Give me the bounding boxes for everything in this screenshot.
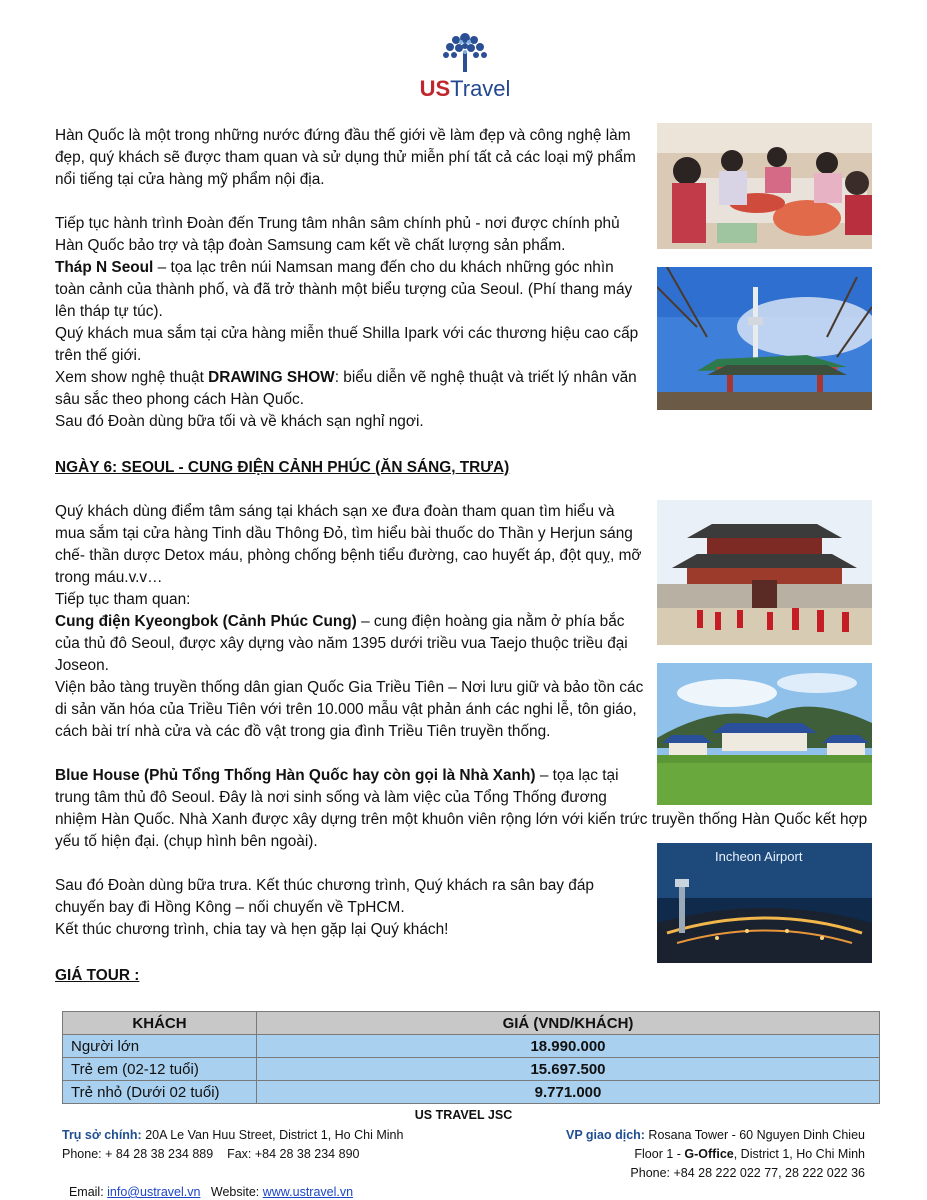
kimchi-making-photo <box>657 123 872 249</box>
gyeongbokgung-palace-photo <box>657 500 872 645</box>
footer-office-phone: Phone: +84 28 222 022 77, 28 222 022 36 <box>630 1166 865 1180</box>
paragraph-lunch-airport: Sau đó Đoàn dùng bữa trưa. Kết thúc chương trình, Quý khách ra sân bay đáp chuyến bay đi Hồng Kông – nối chuyến về TpHCM. <box>55 877 594 916</box>
guest-type: Trẻ nhỏ (Dưới 02 tuổi) <box>63 1081 257 1104</box>
column-header-guest: KHÁCH <box>63 1012 257 1035</box>
day6-heading: NGÀY 6: SEOUL - CUNG ĐIỆN CẢNH PHÚC (ĂN SÁNG, TRƯA) <box>55 459 510 476</box>
n-seoul-tower-photo <box>657 267 872 410</box>
footer-office-floor: Floor 1 - G-Office, District 1, Ho Chi Minh <box>634 1147 865 1161</box>
paragraph-n-seoul-tower: Tháp N Seoul – tọa lạc trên núi Namsan mang đến cho du khách những góc nhìn toàn cảnh của thành phố, và đã trở thành một biểu tượng của Seoul. (Phí thang máy lên tháp tự túc). <box>55 259 633 320</box>
paragraph-dinner: Sau đó Đoàn dùng bữa tối và về khách sạn nghỉ ngơi. <box>55 413 424 430</box>
kyeongbok-title: Cung điện Kyeongbok (Cảnh Phúc Cung) <box>55 613 357 630</box>
blue-house-photo <box>657 663 872 805</box>
table-row <box>63 1035 880 1058</box>
guest-price: 9.771.000 <box>257 1081 880 1104</box>
price-table <box>62 1011 880 1104</box>
table-row <box>63 1058 880 1081</box>
company-logo <box>400 30 530 100</box>
paragraph-kyeongbok: Cung điện Kyeongbok (Cảnh Phúc Cung) – cung điện hoàng gia nằm ở phía bắc của thủ đô Seoul, được xây dựng vào năm 1395 dưới triều vua Taejo thuộc triều đại Joseon. <box>55 613 628 674</box>
column-header-price: GIÁ (VND/KHÁCH) <box>257 1012 880 1035</box>
guest-type: Trẻ em (02-12 tuổi) <box>63 1058 257 1081</box>
footer-company-name: US TRAVEL JSC <box>414 1108 513 1122</box>
footer-hq-address: Trụ sở chính: 20A Le Van Huu Street, District 1, Ho Chi Minh <box>62 1128 404 1142</box>
website-link[interactable]: www.ustravel.vn <box>262 1185 354 1199</box>
footer-office-address: VP giao dịch: Rosana Tower - 60 Nguyen Dinh Chieu <box>566 1128 865 1142</box>
n-seoul-tower-title: Tháp N Seoul <box>55 259 154 276</box>
footer-phone-fax: Phone: + 84 28 38 234 889 Fax: +84 28 38 234 890 <box>62 1147 360 1161</box>
paragraph-continue: Tiếp tục tham quan: <box>55 591 191 608</box>
table-row <box>63 1081 880 1104</box>
drawing-show-title: DRAWING SHOW <box>208 369 335 386</box>
paragraph-drawing-show: Xem show nghệ thuật DRAWING SHOW: biểu diễn vẽ nghệ thuật và triết lý nhân văn sâu sắc theo phong cách Hàn Quốc. <box>55 369 637 408</box>
email-link[interactable]: info@ustravel.vn <box>107 1185 201 1199</box>
paragraph-ginseng: Tiếp tục hành trình Đoàn đến Trung tâm nhân sâm chính phủ - nơi được chính phủ Hàn Quốc bảo trợ và tập đoàn Samsung cam kết về chất lượng sản phẩm. <box>55 215 620 254</box>
paragraph-red-pine-oil: Quý khách dùng điểm tâm sáng tại khách sạn xe đưa đoàn tham quan tìm hiểu và mua sắm tại cửa hàng Tinh dầu Thông Đỏ, tìm hiểu bài thuốc do Thần y Herjun sáng chế- thần dược Detox máu, phòng chống bệnh tiểu đường, cao huyết áp, đột quỵ, mỡ trong máu.v.v… <box>55 503 642 586</box>
paragraph-blue-house: Blue House (Phủ Tổng Thống Hàn Quốc hay còn gọi là Nhà Xanh) – tọa lạc tại trung tâm thủ đô Seoul. Đây là nơi sinh sống và làm việc của Tổng Thống đương <box>55 767 619 806</box>
blue-house-title: Blue House (Phủ Tổng Thống Hàn Quốc hay còn gọi là Nhà Xanh) <box>55 767 536 784</box>
airport-caption: Incheon Airport <box>715 849 803 864</box>
paragraph-duty-free: Quý khách mua sắm tại cửa hàng miễn thuế Shilla Ipark với các thương hiệu cao cấp trên thế giới. <box>55 325 639 364</box>
logo-wordmark: USTravel <box>419 76 511 101</box>
footer-contact: Email: info@ustravel.vn Website: www.ustravel.vn <box>68 1185 354 1199</box>
guest-price: 18.990.000 <box>257 1035 880 1058</box>
price-heading: GIÁ TOUR : <box>55 967 140 984</box>
incheon-airport-photo <box>657 843 872 963</box>
table-header-row <box>63 1012 880 1035</box>
tree-logo-icon <box>438 30 492 74</box>
paragraph-farewell: Kết thúc chương trình, chia tay và hẹn gặp lại Quý khách! <box>55 921 449 938</box>
guest-price: 15.697.500 <box>257 1058 880 1081</box>
paragraph-cosmetics: Hàn Quốc là một trong những nước đứng đầu thế giới về làm đẹp và công nghệ làm đẹp, quý khách sẽ được tham quan và sử dụng thử miễn phí tất cả các loại mỹ phẩm nổi tiếng tại cửa hàng mỹ phẩm nội địa. <box>55 127 636 188</box>
guest-type: Người lớn <box>63 1035 257 1058</box>
paragraph-blue-house-cont: nhiệm Hàn Quốc. Nhà Xanh được xây dựng trên một khuôn viên rộng lớn với kiến trức truyền thống Hàn Quốc kết hợp yếu tố hiện đại. (chụp hình bên ngoài). <box>55 811 868 850</box>
paragraph-folk-museum: Viện bảo tàng truyền thống dân gian Quốc Gia Triều Tiên – Nơi lưu giữ và bảo tồn các di sản văn hóa của Triều Tiên với trên 10.000 mẫu vật phản ánh các nghi lễ, tôn giáo, cách bài trí nhà cửa và các đồ vật trong gia đình Triều Tiên truyền thống. <box>55 679 644 740</box>
